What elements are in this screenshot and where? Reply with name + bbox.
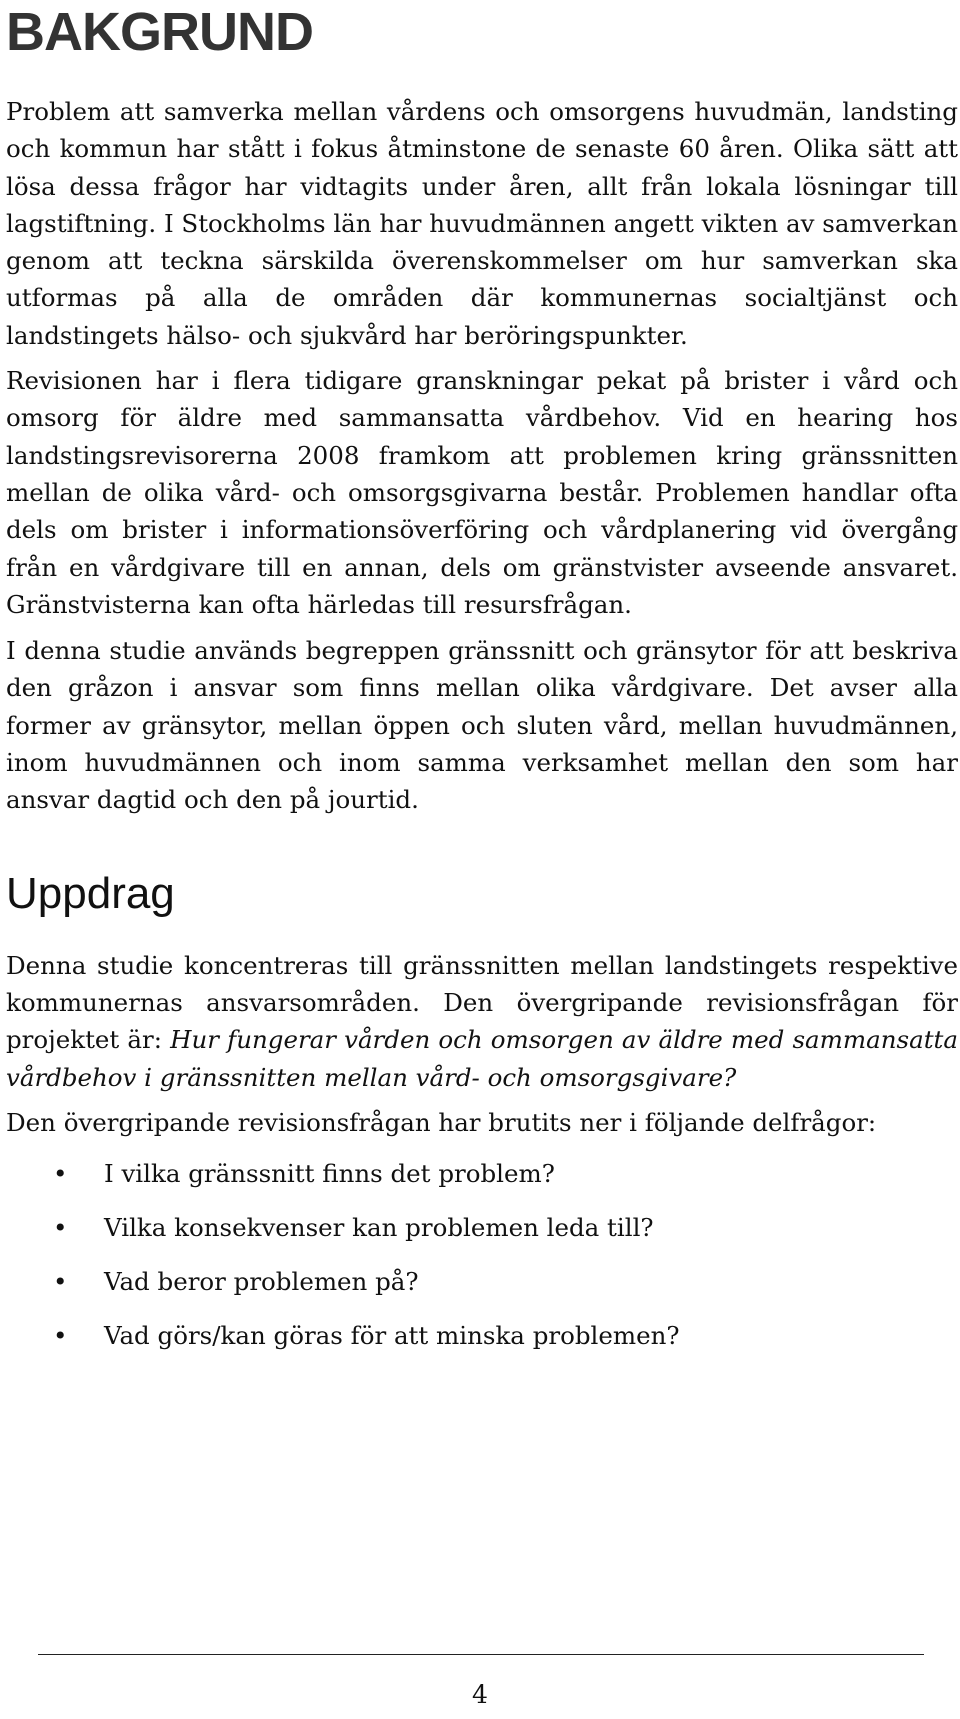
paragraph-bakgrund-3: I denna studie används begreppen gränssnitt och gränsytor för att beskriva den gråzon i ansvar som finns mellan olika vårdgivare. Det avser alla former av gränsytor, mellan öppen och sluten vård, mellan huvudmännen, inom huvudmännen och inom samma verksamhet mellan den som har ansvar dagtid och den på jourtid. (6, 636, 958, 815)
footer-divider (38, 1654, 924, 1655)
section-heading-uppdrag: Uppdrag (6, 868, 175, 918)
paragraph-bakgrund-1: Problem att samverka mellan vårdens och omsorgens huvudmän, landsting och kommun har stått i fokus åtminstone de senaste 60 åren. Olika sätt att lösa dessa frågor har vidtagits under åren, allt från lokala lösningar till lagstiftning. I Stockholms län har huvudmännen angett vikten av samverkan genom att teckna särskilda överenskommelser om hur samverkan ska utformas på alla de områden där kommunernas socialtjänst och landstingets hälso- och sjukvård har beröringspunkter. (6, 97, 958, 350)
section-heading-bakgrund: BAKGRUND (6, 2, 313, 62)
page-number: 4 (472, 1680, 488, 1709)
revision-question: Hur fungerar vården och omsorgen av äldre med sammansatta vårdbehov i gränssnitten mellan vård- och omsorgsgivare? (6, 1025, 958, 1092)
bullet-icon: • (53, 1267, 68, 1297)
subquestion-list (6, 1155, 958, 1354)
paragraph-uppdrag-1 (6, 947, 958, 1096)
list-item: • Vad görs/kan göras för att minska problemen? (6, 1317, 958, 1354)
bullet-icon: • (53, 1159, 68, 1189)
document-page (6, 0, 958, 1371)
bullet-icon: • (53, 1321, 68, 1351)
paragraph-bakgrund-2: Revisionen har i flera tidigare granskningar pekat på brister i vård och omsorg för äldre med sammansatta vårdbehov. Vid en hearing hos landstingsrevisorerna 2008 framkom att problemen kring gränssnitten mellan de olika vård- och omsorgsgivarna består. Problemen handlar ofta dels om brister i informationsöverföring och vårdplanering vid övergång från en vårdgivare till en annan, dels om gränstvister avseende ansvaret. Gränstvisterna kan ofta härledas till resursfrågan. (6, 366, 958, 619)
bullet-icon: • (53, 1213, 68, 1243)
paragraph-uppdrag-1-text: Denna studie koncentreras till gränssnitten mellan landstingets respektive kommunernas ansvarsområden. Den övergripande revisionsfrågan för projektet är: (6, 950, 958, 1055)
paragraph-uppdrag-2: Den övergripande revisionsfrågan har brutits ner i följande delfrågor: (6, 1107, 877, 1137)
list-item: • Vilka konsekvenser kan problemen leda till? (6, 1209, 958, 1246)
list-item: • Vad beror problemen på? (6, 1263, 958, 1300)
list-item: • I vilka gränssnitt finns det problem? (6, 1155, 958, 1192)
